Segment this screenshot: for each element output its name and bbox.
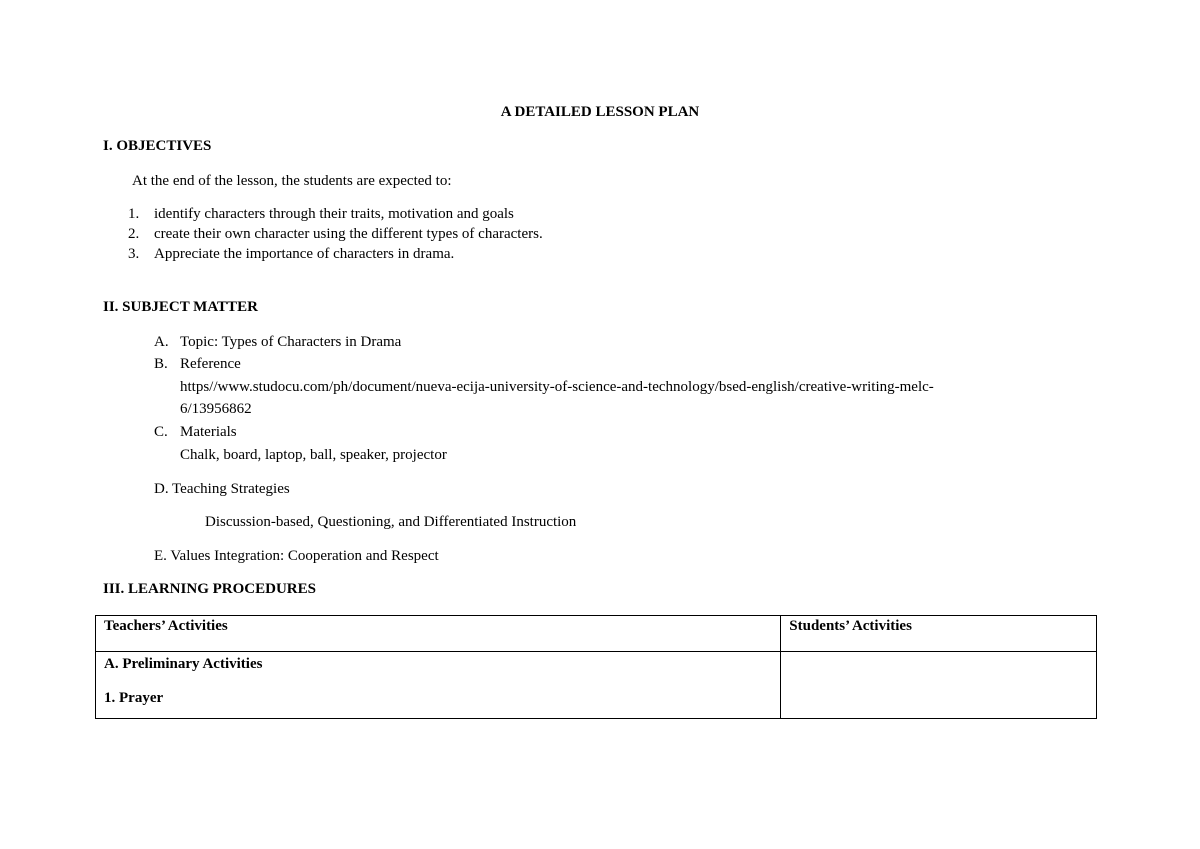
values-integration: E. Values Integration: Cooperation and Respect	[154, 548, 439, 564]
objective-number: 1.	[128, 206, 140, 222]
teacher-activity-cell	[96, 652, 781, 719]
objective-item: create their own character using the different types of characters.	[154, 226, 543, 242]
table-header-row	[96, 616, 1097, 652]
materials-letter: C.	[154, 424, 168, 440]
teachers-activities-header: Teachers’ Activities	[96, 616, 781, 652]
objective-item: Appreciate the importance of characters in drama.	[154, 246, 455, 262]
objective-item: identify characters through their traits, motivation and goals	[154, 206, 514, 222]
teaching-strategies-label: D. Teaching Strategies	[154, 481, 290, 497]
topic-text: Topic: Types of Characters in Drama	[180, 334, 402, 350]
document-title: A DETAILED LESSON PLAN	[500, 104, 700, 120]
topic-letter: A.	[154, 334, 169, 350]
table-row	[96, 652, 1097, 719]
objectives-intro: At the end of the lesson, the students are expected to:	[132, 173, 452, 189]
preliminary-activities-label: A. Preliminary Activities	[104, 656, 263, 672]
subject-matter-heading: II. SUBJECT MATTER	[103, 299, 258, 315]
teaching-strategies-value: Discussion-based, Questioning, and Differentiated Instruction	[205, 514, 577, 530]
learning-procedures-heading: III. LEARNING PROCEDURES	[103, 581, 316, 597]
reference-url-continued[interactable]: 6/13956862	[180, 401, 252, 417]
reference-letter: B.	[154, 356, 168, 372]
learning-procedures-table	[95, 615, 1097, 719]
objectives-heading: I. OBJECTIVES	[103, 138, 212, 154]
materials-value: Chalk, board, laptop, ball, speaker, projector	[180, 447, 447, 463]
objective-number: 2.	[128, 226, 140, 242]
prayer-label: 1. Prayer	[104, 690, 164, 706]
materials-label: Materials	[180, 424, 237, 440]
student-activity-cell	[781, 652, 1097, 719]
reference-label: Reference	[180, 356, 241, 372]
objective-number: 3.	[128, 246, 140, 262]
reference-url[interactable]: https//www.studocu.com/ph/document/nueva-ecija-university-of-science-and-technology/bsed-english/creative-writing-melc-	[180, 379, 934, 395]
students-activities-header: Students’ Activities	[781, 616, 1097, 652]
